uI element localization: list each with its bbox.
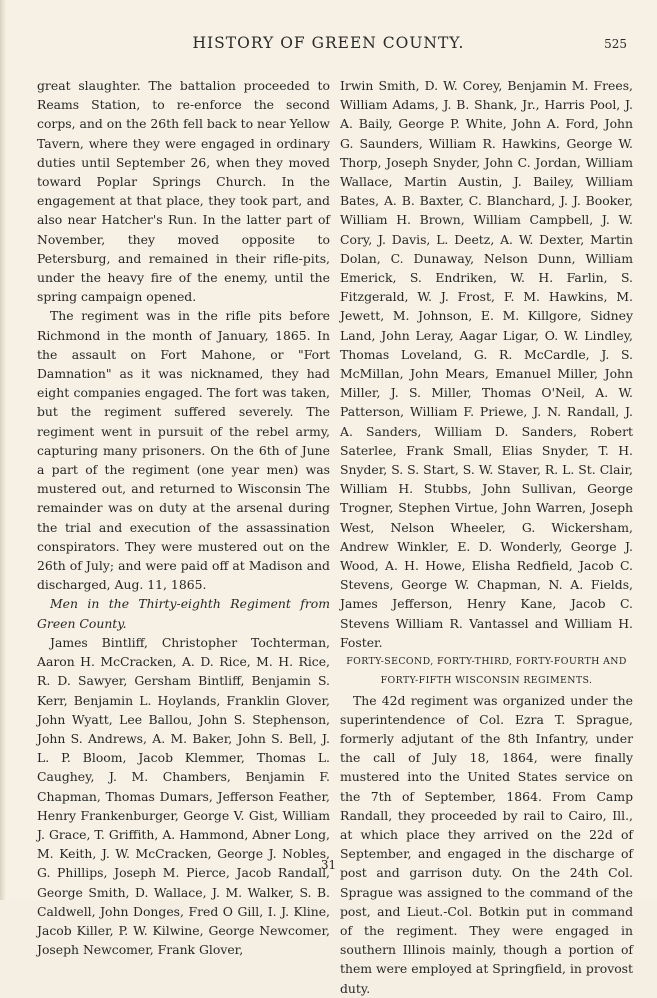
roster-names-continued: Irwin Smith, D. W. Corey, Benjamin M. Frees, William Adams, J. B. Shank, Jr., Harris Pool, J. A. Baily, George P. White, John A. Ford, John G. Saunders, William R. Hawkins, George W. Thorp, Joseph Snyder, John C. Jordan, William Wallace, Martin Austin, J. Bailey, William Bates, A. B. Baxter, C. Blanchard, J. J. Booker, William H. Brown, William Campbell, J. W. Cory, J. Davis, L. Deetz, A. W. Dexter, Martin Dolan, C. Dunaway, Nelson Dunn, William Emerick, S. Endriken, W. H. Farlin, S. Fitzgerald, W. J. Frost, F. M. Hawkins, M. Jewett, M. Johnson, E. M. Killgore, Sidney Land, John Leray, Aagar Ligar, O. W. Lindley, Thomas Loveland, G. R. McCardle, J. S. McMillan, John Mears, Emanuel Miller, John Miller, J. S. Miller, Thomas O'Neil, A. W. Patterson, William F. Priewe, J. N. Randall, J. A. Sanders, William D. Sanders, Robert Saterlee, Frank Small, Elias Snyder, T. H. Snyder, S. S. Start, S. W. Staver, R. L. St. Clair, William H. Stubbs, John Sullivan, George Trogner, Stephen Virtue, John Warren, Joseph West, Nelson Wheeler, G. Wickersham, Andrew Winkler, E. D. Wonderly, George J. Wood, A. H. Howe, Elisha Redfield, Jacob C. Stevens, George W. Chapman, N. A. Fields, James Jefferson, Henry Kane, Jacob C. Stevens William R. Vantassel and William H. Foster. xyxy=(340,78,633,650)
paragraph-42d-regiment: The 42d regiment was organized under the superintendence of Col. Ezra T. Sprague, formerly adjutant of the 8th Infantry, under the call of July 18, 1864, were finally mustered into the United States service on the 7th of September, 1864. From Camp Randall, they proceeded by rail to Cairo, Ill., at which place they arrived on the 22d of September, and engaged in the discharge of post and garrison duty. On the 24th Col. Sprague was assigned to the command of the post, and Lieut.-Col. Botkin put in command of the regiment. They were engaged in southern Illinois mainly, though a portion of them were employed at Springfield, in provost duty. xyxy=(340,692,633,996)
page-number: 525 xyxy=(604,37,627,51)
section-heading xyxy=(340,652,633,690)
paragraph-battalion: great slaughter. The battalion proceeded to Reams Station, to re-enforce the second corps, and on the 26th fell back to near Yellow Tavern, where they were engaged in ordinary duties until September 26, when they moved toward Poplar Springs Church. In the engagement at that place, they took part, and also near Hatcher's Run. In the latter part of November, they moved opposite to Petersburg, and remained in their rifle-pits, under the heavy fire of the enemy, until the spring campaign opened. xyxy=(37,78,330,305)
running-header xyxy=(0,34,657,58)
page-edge-shadow xyxy=(0,0,6,900)
left-column xyxy=(37,76,330,959)
section-heading-line-1: FORTY-SECOND, FORTY-THIRD, FORTY-FOURTH AND xyxy=(346,656,627,668)
section-heading-line-2: FORTY-FIFTH WISCONSIN REGIMENTS. xyxy=(380,675,593,687)
roster-heading: Men in the Thirty-eighth Regiment from Green County. xyxy=(37,596,330,631)
page-title: HISTORY OF GREEN COUNTY. xyxy=(192,34,465,52)
roster-names: James Bintliff, Christopher Tochterman, Aaron H. McCracken, A. D. Rice, M. H. Rice, R. D. Sawyer, Gersham Bintliff, Benjamin S. Kerr, Benjamin L. Hoylands, Franklin Glover, John Wyatt, Lee Ballou, John S. Stephenson, John S. Andrews, A. M. Baker, John S. Bell, J. L. P. Bloom, Jacob Klemmer, Thomas L. Caughey, J. M. Chambers, Benjamin F. Chapman, Thomas Dumars, Jefferson Feather, Henry Frankenburger, George V. Gist, William J. Grace, T. Griffith, A. Hammond, Abner Long, M. Keith, J. W. McCracken, George J. Nobles, G. Phillips, Joseph M. Pierce, Jacob Randall, George Smith, D. Wallace, J. M. Walker, S. B. Caldwell, John Donges, Fred O Gill, I. J. Kline, Jacob Killer, P. W. Kilwine, George Newcomer, Joseph Newcomer, Frank Glover, xyxy=(37,634,330,958)
paragraph-regiment-rifle-pits: The regiment was in the rifle pits before Richmond in the month of January, 1865. In the assault on Fort Mahone, or "Fort Damnation" as it was nicknamed, they had eight companies engaged. The fort was taken, but the regiment suffered severely. The regiment went in pursuit of the rebel army, capturing many prisoners. On the 6th of June a part of the regiment (one year men) was mustered out, and returned to Wisconsin The remainder was on duty at the arsenal during the trial and execution of the assassination conspirators. They were mustered out on the 26th of July; and were paid off at Madison and discharged, Aug. 11, 1865. xyxy=(37,308,330,593)
signature-mark: 31 xyxy=(320,858,337,872)
